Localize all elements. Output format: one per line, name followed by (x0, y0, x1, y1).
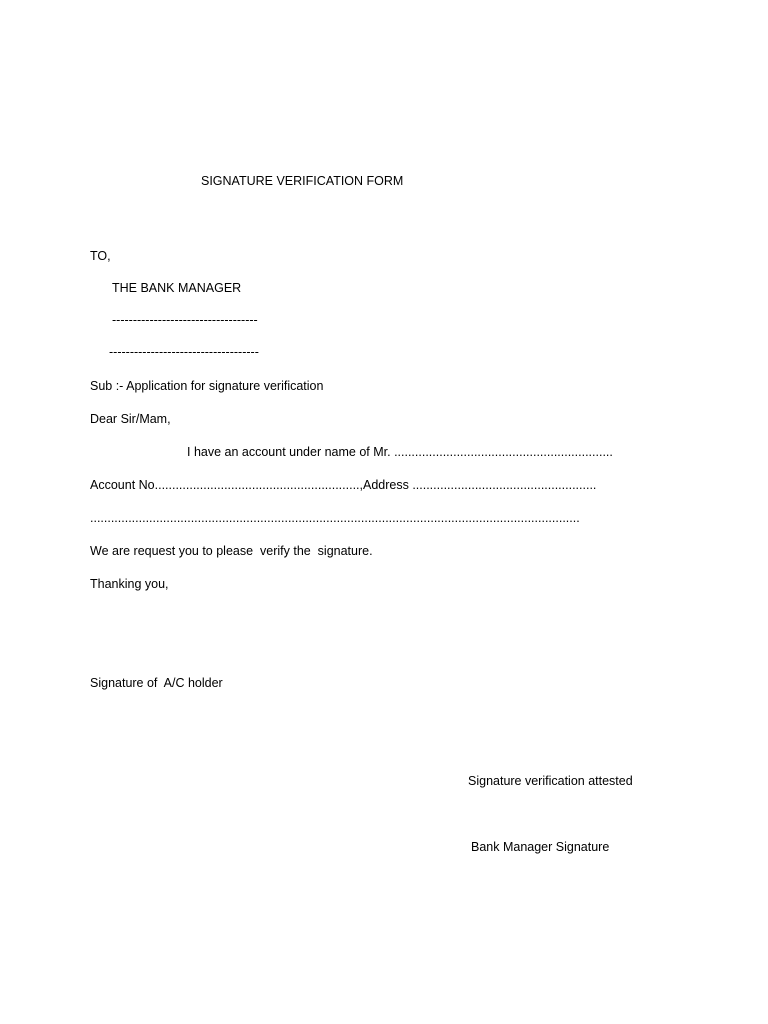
subject-line: Sub :- Application for signature verification (90, 379, 324, 393)
closing: Thanking you, (90, 577, 169, 591)
body-line-3: ............................................................................................................................................. (90, 511, 580, 525)
manager-signature-label: Bank Manager Signature (471, 840, 610, 854)
body-line-1: I have an account under name of Mr. ............................................................... (187, 445, 613, 459)
address-line-1: ----------------------------------- (112, 313, 258, 327)
body-line-2: Account No...........................................................,Address ..................................................... (90, 478, 597, 492)
salutation: Dear Sir/Mam, (90, 412, 171, 426)
attested-label: Signature verification attested (468, 774, 633, 788)
form-title: SIGNATURE VERIFICATION FORM (201, 174, 404, 188)
holder-signature-label: Signature of A/C holder (90, 676, 223, 690)
recipient: THE BANK MANAGER (112, 281, 242, 295)
request-line: We are request you to please verify the signature. (90, 544, 373, 558)
address-line-2: ------------------------------------ (109, 345, 259, 359)
to-label: TO, (90, 249, 111, 263)
